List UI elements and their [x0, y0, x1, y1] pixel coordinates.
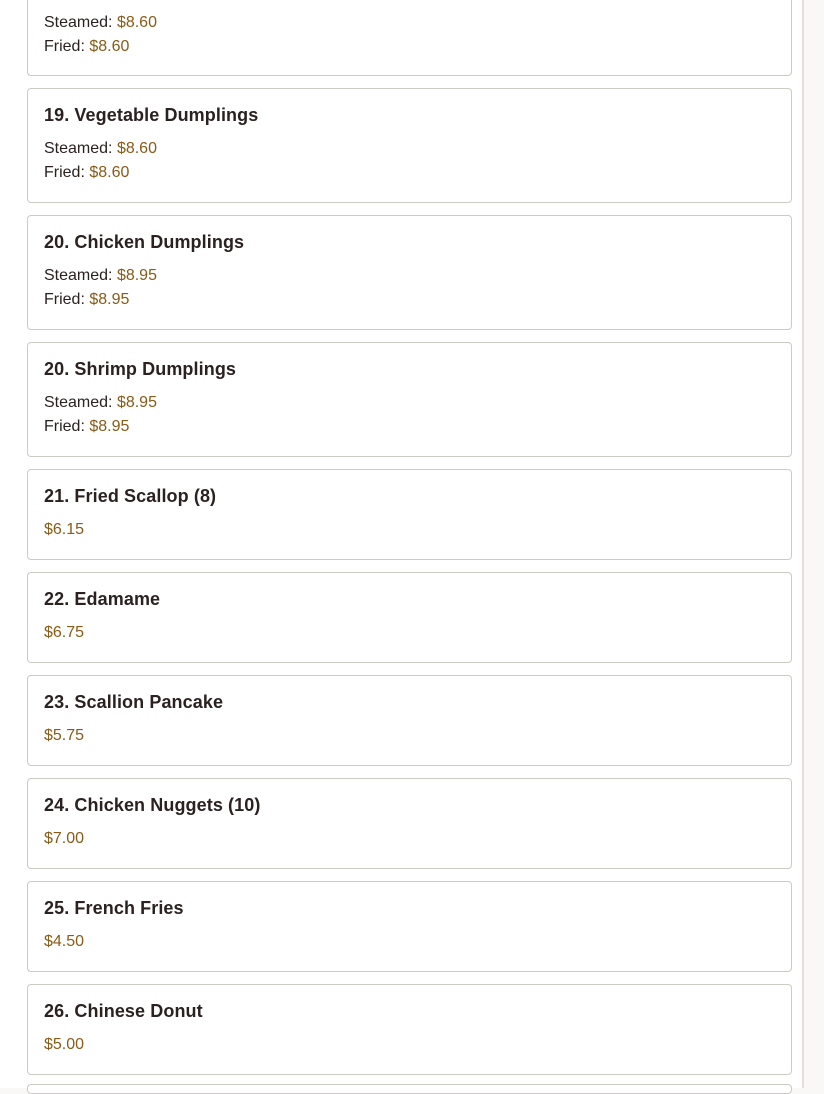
fried-label: Fried: — [44, 164, 85, 181]
steamed-price: $8.60 — [116, 140, 157, 157]
menu-item-card[interactable] — [27, 778, 792, 869]
steamed-price-line — [44, 11, 157, 35]
item-price: $6.15 — [44, 521, 85, 538]
item-price: $6.75 — [44, 624, 85, 641]
fried-price: $8.60 — [89, 38, 130, 55]
menu-item-card[interactable] — [27, 984, 792, 1075]
fried-price: $8.95 — [89, 291, 130, 308]
steamed-price-line — [44, 137, 775, 161]
item-name: 20. Chicken Dumplings — [44, 232, 245, 252]
menu-item-card[interactable] — [27, 0, 792, 76]
item-name: 19. Vegetable Dumplings — [44, 105, 259, 125]
menu-item-card[interactable] — [27, 881, 792, 972]
price-block — [44, 11, 157, 59]
menu-item-card[interactable] — [27, 572, 792, 663]
menu-item-list — [27, 0, 792, 1087]
steamed-label: Steamed: — [44, 140, 113, 157]
fried-price-line — [44, 161, 775, 185]
menu-item-card-next-partial[interactable] — [27, 1084, 792, 1094]
fried-price-line — [44, 415, 775, 439]
item-name: 23. Scallion Pancake — [44, 692, 224, 712]
steamed-label: Steamed: — [44, 267, 113, 284]
fried-price-line — [44, 35, 157, 59]
item-name: 20. Shrimp Dumplings — [44, 359, 237, 379]
menu-item-card[interactable] — [27, 215, 792, 330]
fried-label: Fried: — [44, 38, 85, 55]
fried-price: $8.95 — [89, 418, 130, 435]
fried-price-line — [44, 288, 775, 312]
item-name: 22. Edamame — [44, 589, 161, 609]
item-name: 21. Fried Scallop (8) — [44, 486, 217, 506]
fried-label: Fried: — [44, 291, 85, 308]
item-price: $4.50 — [44, 933, 85, 950]
steamed-price-line — [44, 391, 775, 415]
menu-item-card[interactable] — [27, 88, 792, 203]
steamed-price: $8.95 — [116, 394, 157, 411]
fried-label: Fried: — [44, 418, 85, 435]
item-price: $5.00 — [44, 1036, 85, 1053]
item-name: 25. French Fries — [44, 898, 184, 918]
item-price: $5.75 — [44, 727, 85, 744]
steamed-label: Steamed: — [44, 14, 113, 31]
menu-item-card[interactable] — [27, 675, 792, 766]
steamed-price: $8.60 — [116, 14, 157, 31]
item-price: $7.00 — [44, 830, 85, 847]
steamed-label: Steamed: — [44, 394, 113, 411]
steamed-price: $8.95 — [116, 267, 157, 284]
steamed-price-line — [44, 264, 775, 288]
item-name: 26. Chinese Donut — [44, 1001, 203, 1021]
menu-item-card[interactable] — [27, 342, 792, 457]
fried-price: $8.60 — [89, 164, 130, 181]
item-name: 24. Chicken Nuggets (10) — [44, 795, 261, 815]
menu-item-card[interactable] — [27, 469, 792, 560]
